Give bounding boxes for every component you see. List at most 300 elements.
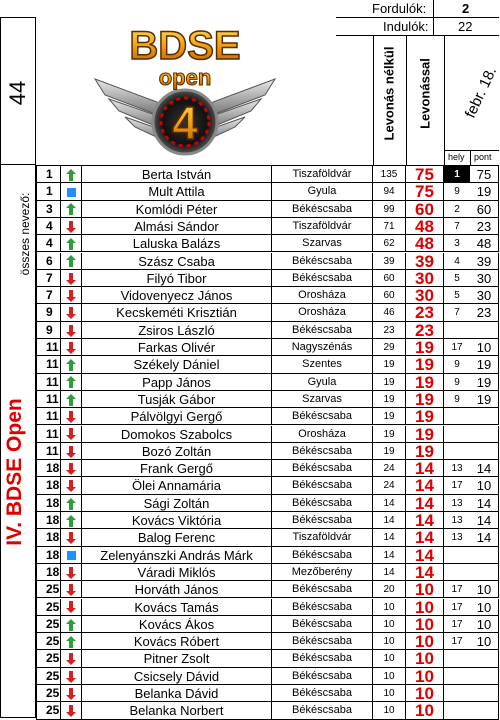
round-points: 19 (470, 356, 499, 373)
points-with-deduction: 19 (406, 339, 444, 356)
rounds-value: 2 (462, 1, 470, 16)
round-place: 5 (444, 287, 470, 304)
round-place (444, 547, 470, 564)
trend-cell (61, 356, 82, 373)
points-with-deduction: 23 (406, 322, 444, 339)
player-name: Kovács Viktória (82, 512, 272, 529)
round-place: 5 (444, 270, 470, 287)
player-name: Pálvölgyi Gergő (82, 408, 272, 425)
player-city: Békéscsaba (272, 477, 373, 494)
table-row (36, 529, 499, 546)
table-row (36, 356, 499, 373)
round-place: 7 (444, 218, 470, 235)
trend-cell (61, 547, 82, 564)
round-points: 14 (470, 512, 499, 529)
square-icon (67, 551, 76, 560)
trend-cell (61, 201, 82, 218)
total-label: összes nevező: (18, 192, 32, 276)
trend-cell (61, 304, 82, 321)
table-row (36, 166, 499, 183)
player-city: Gyula (272, 183, 373, 200)
round-place: 9 (444, 183, 470, 200)
points-with-deduction: 19 (406, 408, 444, 425)
round-points (470, 408, 499, 425)
arrow-up-icon (66, 359, 76, 371)
round-points: 10 (470, 633, 499, 650)
player-name: Kecskeméti Krisztián (82, 304, 272, 321)
round-points: 10 (470, 339, 499, 356)
player-name: Tusják Gábor (82, 391, 272, 408)
points-without-deduction: 24 (373, 460, 406, 477)
rank-cell: 18 (36, 477, 61, 494)
player-city: Békéscsaba (272, 201, 373, 218)
points-with-deduction: 10 (406, 581, 444, 598)
player-name: Almási Sándor (82, 218, 272, 235)
table-row (36, 322, 499, 339)
rank-cell: 11 (36, 374, 61, 391)
round-points (470, 668, 499, 685)
arrow-up-icon (66, 498, 76, 510)
trend-cell (61, 702, 82, 719)
player-city: Békéscsaba (272, 702, 373, 719)
rank-cell: 6 (36, 253, 61, 270)
round-place (444, 668, 470, 685)
arrow-down-icon (66, 671, 76, 683)
col-header-without: Levonás nélkül (381, 46, 397, 141)
player-city: Békéscsaba (272, 650, 373, 667)
round-place: 17 (444, 616, 470, 633)
points-with-deduction: 14 (406, 547, 444, 564)
trend-cell (61, 616, 82, 633)
points-with-deduction: 14 (406, 512, 444, 529)
player-city: Békéscsaba (272, 616, 373, 633)
player-name: Vidovenyecz János (82, 287, 272, 304)
player-name: Kovács Tamás (82, 599, 272, 616)
points-without-deduction: 19 (373, 374, 406, 391)
points-with-deduction: 19 (406, 391, 444, 408)
arrow-down-icon (66, 221, 76, 233)
round-place: 17 (444, 477, 470, 494)
arrow-down-icon (66, 705, 76, 717)
entrants-label: Indulók: (383, 19, 429, 34)
round-place: 2 (444, 201, 470, 218)
round-place (444, 685, 470, 702)
player-name: Kovács Róbert (82, 633, 272, 650)
rank-cell: 25 (36, 616, 61, 633)
player-city: Békéscsaba (272, 443, 373, 460)
table-row (36, 581, 499, 598)
arrow-up-icon (66, 619, 76, 631)
rank-cell: 1 (36, 166, 61, 183)
rank-cell: 11 (36, 356, 61, 373)
round-points: 19 (470, 391, 499, 408)
player-name: Berta István (82, 166, 272, 183)
points-without-deduction: 135 (373, 166, 406, 183)
player-name: Csicsely Dávid (82, 668, 272, 685)
round-points: 19 (470, 374, 499, 391)
round-points: 75 (470, 166, 499, 183)
rounds-label: Fordulók: (372, 1, 427, 16)
player-name: Bozó Zoltán (82, 443, 272, 460)
points-with-deduction: 60 (406, 201, 444, 218)
round-place (444, 702, 470, 719)
round-points: 30 (470, 287, 499, 304)
points-without-deduction: 19 (373, 391, 406, 408)
round-place (444, 322, 470, 339)
player-name: Domokos Szabolcs (82, 426, 272, 443)
player-city: Tiszaföldvár (272, 529, 373, 546)
round-points: 10 (470, 599, 499, 616)
round-points (470, 322, 499, 339)
player-city: Békéscsaba (272, 547, 373, 564)
points-without-deduction: 19 (373, 426, 406, 443)
points-without-deduction: 39 (373, 253, 406, 270)
round-points (470, 564, 499, 581)
points-without-deduction: 10 (373, 616, 406, 633)
player-city: Békéscsaba (272, 599, 373, 616)
points-with-deduction: 30 (406, 287, 444, 304)
round-place: 9 (444, 356, 470, 373)
round-place (444, 564, 470, 581)
round-place: 9 (444, 374, 470, 391)
rank-cell: 11 (36, 339, 61, 356)
logo-text-top: BDSE (129, 24, 241, 68)
player-name: Ölei Annamária (82, 477, 272, 494)
col-header-divider (444, 150, 499, 151)
arrow-down-icon (66, 653, 76, 665)
table-row (36, 650, 499, 667)
arrow-up-icon (66, 238, 76, 250)
rank-cell: 11 (36, 408, 61, 425)
table-row (36, 633, 499, 650)
arrow-up-icon (66, 169, 76, 181)
player-city: Békéscsaba (272, 685, 373, 702)
table-row (36, 495, 499, 512)
player-name: Kovács Ákos (82, 616, 272, 633)
trend-cell (61, 564, 82, 581)
header-lines (433, 0, 434, 35)
table-row (36, 547, 499, 564)
rank-cell: 18 (36, 529, 61, 546)
arrow-down-icon (66, 584, 76, 596)
table-row (36, 218, 499, 235)
arrow-down-icon (66, 273, 76, 285)
points-with-deduction: 10 (406, 668, 444, 685)
logo-text-mid: open (158, 65, 212, 90)
round-place: 17 (444, 633, 470, 650)
round-place (444, 650, 470, 667)
arrow-down-icon (66, 307, 76, 319)
player-name: Székely Dániel (82, 356, 272, 373)
round-place: 17 (444, 599, 470, 616)
table-row (36, 460, 499, 477)
trend-cell (61, 633, 82, 650)
table-row (36, 599, 499, 616)
points-with-deduction: 19 (406, 443, 444, 460)
rank-cell: 7 (36, 287, 61, 304)
round-place: 17 (444, 581, 470, 598)
points-without-deduction: 14 (373, 512, 406, 529)
player-city: Békéscsaba (272, 408, 373, 425)
arrow-down-icon (66, 411, 76, 423)
player-name: Papp János (82, 374, 272, 391)
header-lines (336, 17, 499, 18)
player-city: Tiszaföldvár (272, 166, 373, 183)
points-with-deduction: 39 (406, 253, 444, 270)
trend-cell (61, 339, 82, 356)
round-place: 13 (444, 495, 470, 512)
round-points (470, 685, 499, 702)
round-place (444, 443, 470, 460)
rank-cell: 9 (36, 322, 61, 339)
round-points: 23 (470, 304, 499, 321)
points-with-deduction: 14 (406, 495, 444, 512)
table-row (36, 408, 499, 425)
table-row (36, 253, 499, 270)
points-without-deduction: 71 (373, 218, 406, 235)
player-city: Békéscsaba (272, 322, 373, 339)
points-without-deduction: 19 (373, 443, 406, 460)
arrow-down-icon (66, 290, 76, 302)
points-without-deduction: 10 (373, 685, 406, 702)
points-without-deduction: 14 (373, 564, 406, 581)
arrow-down-icon (66, 480, 76, 492)
player-name: Mult Attila (82, 183, 272, 200)
arrow-down-icon (66, 325, 76, 337)
arrow-down-icon (66, 601, 76, 613)
trend-cell (61, 253, 82, 270)
rank-cell: 25 (36, 685, 61, 702)
bdse-open-logo (85, 17, 285, 165)
round-points (470, 650, 499, 667)
player-city: Gyula (272, 374, 373, 391)
rank-cell: 25 (36, 650, 61, 667)
points-with-deduction: 10 (406, 685, 444, 702)
arrow-down-icon (66, 688, 76, 700)
round-points: 19 (470, 183, 499, 200)
trend-cell (61, 218, 82, 235)
trend-cell (61, 477, 82, 494)
col-header-with: Levonással (417, 58, 433, 129)
player-city: Orosháza (272, 304, 373, 321)
arrow-down-icon (66, 428, 76, 440)
trend-cell (61, 426, 82, 443)
round-place: 1 (444, 166, 470, 183)
table-row (36, 477, 499, 494)
trend-cell (61, 668, 82, 685)
player-city: Szentes (272, 356, 373, 373)
table-row (36, 339, 499, 356)
trend-cell (61, 529, 82, 546)
points-with-deduction: 19 (406, 374, 444, 391)
points-with-deduction: 75 (406, 183, 444, 200)
table-row (36, 201, 499, 218)
trend-cell (61, 322, 82, 339)
round-place: 7 (444, 304, 470, 321)
points-without-deduction: 46 (373, 304, 406, 321)
rank-cell: 11 (36, 391, 61, 408)
trend-cell (61, 183, 82, 200)
total-count: 44 (5, 80, 30, 106)
points-with-deduction: 75 (406, 166, 444, 183)
rank-cell: 3 (36, 201, 61, 218)
round-points: 14 (470, 460, 499, 477)
round-points (470, 702, 499, 719)
points-without-deduction: 19 (373, 408, 406, 425)
round-place: 13 (444, 512, 470, 529)
points-without-deduction: 10 (373, 702, 406, 719)
player-name: Komlódi Péter (82, 201, 272, 218)
round-place (444, 426, 470, 443)
round-points: 10 (470, 477, 499, 494)
rank-cell: 4 (36, 218, 61, 235)
round-points (470, 443, 499, 460)
rank-cell: 25 (36, 668, 61, 685)
player-city: Békéscsaba (272, 512, 373, 529)
rank-cell: 7 (36, 270, 61, 287)
round-points: 14 (470, 529, 499, 546)
table-row (36, 443, 499, 460)
points-with-deduction: 14 (406, 460, 444, 477)
points-without-deduction: 14 (373, 547, 406, 564)
trend-cell (61, 495, 82, 512)
col-header-hely: hely (448, 152, 465, 162)
table-row (36, 235, 499, 252)
round-points: 60 (470, 201, 499, 218)
points-with-deduction: 10 (406, 650, 444, 667)
rank-cell: 18 (36, 547, 61, 564)
table-row (36, 616, 499, 633)
player-name: Sági Zoltán (82, 495, 272, 512)
col-header-divider (444, 35, 445, 165)
player-city: Szarvas (272, 391, 373, 408)
table-row (36, 183, 499, 200)
player-name: Horváth János (82, 581, 272, 598)
round-points: 30 (470, 270, 499, 287)
trend-cell (61, 235, 82, 252)
arrow-up-icon (66, 394, 76, 406)
trend-cell (61, 391, 82, 408)
rank-cell: 9 (36, 304, 61, 321)
trend-cell (61, 287, 82, 304)
points-without-deduction: 24 (373, 477, 406, 494)
arrow-up-icon (66, 203, 76, 215)
rank-cell: 25 (36, 633, 61, 650)
col-header-date: febr. 18. (461, 64, 500, 121)
round-place: 9 (444, 391, 470, 408)
player-name: Váradi Miklós (82, 564, 272, 581)
rank-cell: 25 (36, 599, 61, 616)
player-city: Nagyszénás (272, 339, 373, 356)
points-with-deduction: 10 (406, 633, 444, 650)
points-without-deduction: 10 (373, 650, 406, 667)
rank-cell: 18 (36, 460, 61, 477)
points-without-deduction: 62 (373, 235, 406, 252)
player-city: Békéscsaba (272, 581, 373, 598)
player-name: Frank Gergő (82, 460, 272, 477)
player-name: Zsiros László (82, 322, 272, 339)
player-name: Farkas Olivér (82, 339, 272, 356)
round-place: 4 (444, 253, 470, 270)
points-without-deduction: 99 (373, 201, 406, 218)
arrow-up-icon (66, 376, 76, 388)
round-place (444, 408, 470, 425)
points-without-deduction: 10 (373, 599, 406, 616)
col-header-divider (470, 150, 471, 165)
points-with-deduction: 10 (406, 599, 444, 616)
points-with-deduction: 19 (406, 356, 444, 373)
arrow-down-icon (66, 567, 76, 579)
player-city: Orosháza (272, 426, 373, 443)
rank-cell: 25 (36, 581, 61, 598)
player-name: Laluska Balázs (82, 235, 272, 252)
points-without-deduction: 23 (373, 322, 406, 339)
points-with-deduction: 19 (406, 426, 444, 443)
arrow-up-icon (66, 255, 76, 267)
points-without-deduction: 20 (373, 581, 406, 598)
points-with-deduction: 48 (406, 218, 444, 235)
player-city: Szarvas (272, 235, 373, 252)
round-place: 17 (444, 339, 470, 356)
logo-number: 4 (172, 97, 198, 149)
trend-cell (61, 512, 82, 529)
rank-cell: 25 (36, 702, 61, 719)
round-points: 10 (470, 581, 499, 598)
col-header-divider (406, 35, 407, 165)
points-without-deduction: 10 (373, 668, 406, 685)
points-with-deduction: 14 (406, 529, 444, 546)
round-points: 48 (470, 235, 499, 252)
rank-cell: 18 (36, 564, 61, 581)
player-city: Orosháza (272, 287, 373, 304)
player-name: Zelenyánszki András Márk (82, 547, 272, 564)
square-icon (67, 188, 76, 197)
points-with-deduction: 14 (406, 564, 444, 581)
points-without-deduction: 94 (373, 183, 406, 200)
points-with-deduction: 10 (406, 616, 444, 633)
player-name: Belanka Dávid (82, 685, 272, 702)
rank-cell: 11 (36, 443, 61, 460)
event-title: IV. BDSE Open (3, 398, 26, 546)
rank-cell: 4 (36, 235, 61, 252)
trend-cell (61, 581, 82, 598)
table-row (36, 374, 499, 391)
arrow-down-icon (66, 342, 76, 354)
arrow-down-icon (66, 532, 76, 544)
left-column-border (0, 17, 36, 718)
round-points (470, 426, 499, 443)
points-without-deduction: 60 (373, 270, 406, 287)
trend-cell (61, 408, 82, 425)
table-row (36, 685, 499, 702)
trend-cell (61, 599, 82, 616)
table-row (36, 702, 499, 719)
player-city: Mezőberény (272, 564, 373, 581)
round-points: 39 (470, 253, 499, 270)
trend-cell (61, 443, 82, 460)
player-name: Filyó Tibor (82, 270, 272, 287)
col-header-pont: pont (474, 152, 492, 162)
player-city: Békéscsaba (272, 495, 373, 512)
points-without-deduction: 60 (373, 287, 406, 304)
table-row (36, 426, 499, 443)
points-without-deduction: 10 (373, 633, 406, 650)
arrow-down-icon (66, 446, 76, 458)
round-place: 3 (444, 235, 470, 252)
points-with-deduction: 10 (406, 702, 444, 719)
player-city: Békéscsaba (272, 668, 373, 685)
rank-cell: 18 (36, 495, 61, 512)
